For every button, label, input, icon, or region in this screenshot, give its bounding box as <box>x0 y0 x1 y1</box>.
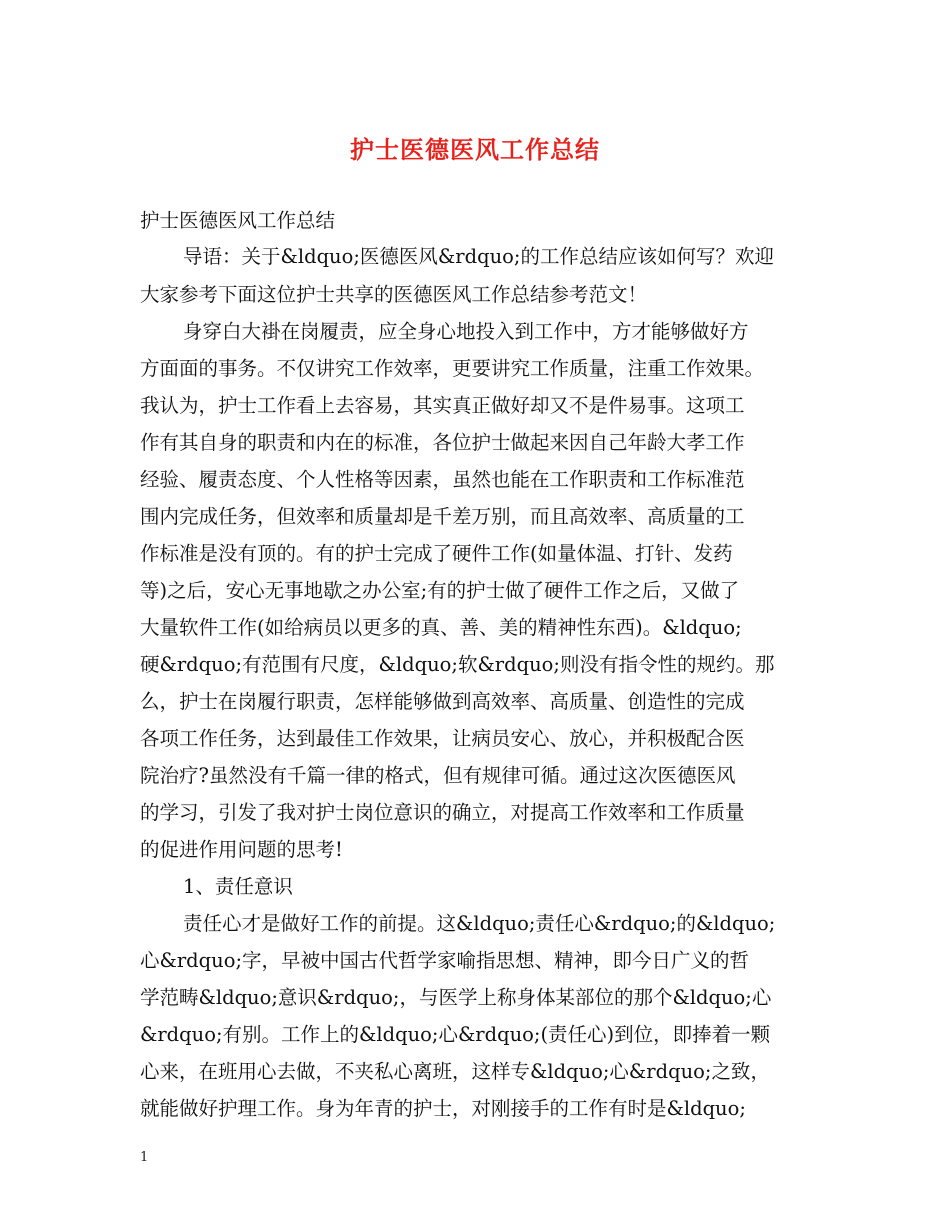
paragraph-line: 方面面的事务。不仅讲究工作效率，更要讲究工作质量，注重工作效果。 <box>140 357 765 380</box>
paragraph-line: 责任心才是做好工作的前提。这&ldquo;责任心&rdquo;的&ldquo; <box>183 912 776 935</box>
paragraph-line: 院治疗?虽然没有千篇一律的格式，但有规律可循。通过这次医德医风 <box>140 764 736 787</box>
paragraph-line: 各项工作任务，达到最佳工作效果，让病员安心、放心，并积极配合医 <box>140 727 745 750</box>
paragraph-line: 就能做好护理工作。身为年青的护士，对刚接手的工作有时是&ldquo; <box>140 1097 746 1120</box>
paragraph-line: 围内完成任务，但效率和质量却是千差万别，而且高效率、高质量的工 <box>140 505 745 528</box>
paragraph-line: 作有其自身的职责和内在的标准，各位护士做起来因自己年龄大孝工作 <box>140 431 745 454</box>
paragraph-line: 经验、履责态度、个人性格等因素，虽然也能在工作职责和工作标准范 <box>140 468 745 491</box>
paragraph-line: 等)之后，安心无事地歇之办公室;有的护士做了硬件工作之后，又做了 <box>140 579 740 602</box>
paragraph-line: 心&rdquo;字，早被中国古代哲学家喻指思想、精神，即今日广义的哲 <box>140 949 750 972</box>
page-number: 1 <box>140 1150 149 1165</box>
paragraph-line: 的学习，引发了我对护士岗位意识的确立，对提高工作效率和工作质量 <box>140 801 745 824</box>
paragraph-line: 心来，在班用心去做，不夹私心离班，这样专&ldquo;心&rdquo;之致， <box>140 1060 770 1083</box>
paragraph-line: 我认为，护士工作看上去容易，其实真正做好却又不是件易事。这项工 <box>140 394 745 417</box>
paragraph-line: 大家参考下面这位护士共享的医德医风工作总结参考范文！ <box>140 283 648 306</box>
paragraph-line: 导语：关于&ldquo;医德医风&rdquo;的工作总结应该如何写？欢迎 <box>183 245 774 268</box>
paragraph-line: 大量软件工作(如给病员以更多的真、善、美的精神性东西)。&ldquo; <box>140 616 742 639</box>
paragraph-line: 硬&rdquo;有范围有尺度，&ldquo;软&rdquo;则没有指令性的规约。那 <box>140 653 775 676</box>
paragraph-line: 作标准是没有顶的。有的护士完成了硬件工作(如量体温、打针、发药 <box>140 542 733 565</box>
subtitle-line: 护士医德医风工作总结 <box>140 209 336 232</box>
section-heading: 1、责任意识 <box>183 875 293 898</box>
paragraph-line: 身穿白大褂在岗履责，应全身心地投入到工作中，方才能够做好方 <box>183 320 749 343</box>
paragraph-line: 的促进作用问题的思考! <box>140 838 343 861</box>
paragraph-line: 学范畴&ldquo;意识&rdquo;，与医学上称身体某部位的那个&ldquo;心 <box>140 986 772 1009</box>
paragraph-line: 么，护士在岗履行职责，怎样能够做到高效率、高质量、创造性的完成 <box>140 690 745 713</box>
paragraph-line: &rdquo;有别。工作上的&ldquo;心&rdquo;(责任心)到位，即捧着一颗 <box>140 1023 771 1046</box>
document-title: 护士医德医风工作总结 <box>350 135 600 164</box>
